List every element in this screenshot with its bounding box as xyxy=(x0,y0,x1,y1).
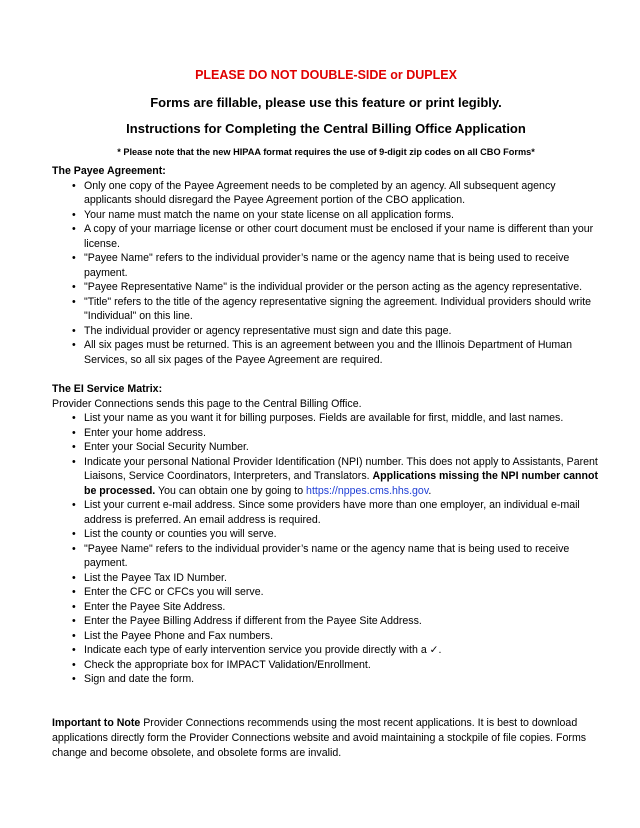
service-matrix-title: The EI Service Matrix: xyxy=(52,383,163,395)
bullet-icon: • xyxy=(72,586,76,598)
list-item: • List the Payee Phone and Fax numbers. xyxy=(72,629,274,642)
list-item: • A copy of your marriage license or other court document must be enclosed if your name is different than your license. xyxy=(72,223,594,250)
bullet-icon: • xyxy=(72,252,76,264)
list-item: • Enter your home address. xyxy=(72,426,206,439)
list-item: • "Payee Name" refers to the individual provider’s name or the agency name that is being used to receive payment. xyxy=(72,542,570,569)
bullet-icon: • xyxy=(72,615,76,627)
bullet-icon: • xyxy=(72,412,76,424)
bullet-icon: • xyxy=(72,223,76,235)
list-item: • Indicate each type of early intervention service you provide directly with a ✓. xyxy=(72,644,442,656)
bullet-icon: • xyxy=(72,426,76,439)
list-item: • "Payee Name" refers to the individual provider’s name or the agency name that is being used to receive payment. xyxy=(72,252,570,279)
bullet-icon: • xyxy=(72,600,76,613)
bullet-icon: • xyxy=(72,295,76,308)
list-item: • List your current e-mail address. Since some providers have more than one employer, an individual e-mail address is preferred. An email address is required. xyxy=(72,499,580,526)
list-item: • The individual provider or agency representative must sign and date this page. xyxy=(72,324,452,337)
list-item: • Sign and date the form. xyxy=(72,673,195,685)
important-note xyxy=(52,716,600,761)
list-item: • Enter the CFC or CFCs you will serve. xyxy=(72,586,264,598)
bullet-icon: • xyxy=(72,179,76,192)
list-item: • "Title" refers to the title of the agency representative signing the agreement. Individual providers should write "Individual" on this line. xyxy=(72,295,592,322)
list-item: • Check the appropriate box for IMPACT Validation/Enrollment. xyxy=(72,658,371,671)
bullet-icon: • xyxy=(72,499,76,511)
duplex-warning: PLEASE DO NOT DOUBLE-SIDE or DUPLEX xyxy=(195,68,457,82)
list-item: • Enter the Payee Billing Address if different from the Payee Site Address. xyxy=(72,615,422,627)
list-item: • All six pages must be returned. This is an agreement between you and the Illinois Department of Human Services, so all six pages of the Payee Agreement are required. xyxy=(72,339,572,366)
list-item: • "Payee Representative Name" is the individual provider or the person acting as the agency representative. xyxy=(72,281,583,293)
list-item: • Enter the Payee Site Address. xyxy=(72,600,226,613)
bullet-icon: • xyxy=(72,339,76,351)
npi-required-warning: Applications missing the NPI number cannot be processed. xyxy=(84,470,598,497)
bullet-icon: • xyxy=(72,455,76,468)
list-item: • List the Payee Tax ID Number. xyxy=(72,571,227,584)
bullet-icon: • xyxy=(72,542,76,555)
bullet-icon: • xyxy=(72,281,76,293)
bullet-icon: • xyxy=(72,658,76,671)
bullet-icon: • xyxy=(72,644,76,656)
list-item: • List your name as you want it for billing purposes. Fields are available for first, middle, and last names. xyxy=(72,412,564,424)
payee-agreement-title: The Payee Agreement: xyxy=(52,165,166,177)
list-item-npi: • Indicate your personal National Provider Identification (NPI) number. This does not apply to Assistants, Parent Liaisons, Service Coordinators, Interpreters, and Translators. Applications missing the NPI number cannot be processed. You can obtain one by going to https://nppes.cms.hhs.gov. xyxy=(72,455,598,497)
bullet-icon: • xyxy=(72,441,76,453)
bullet-icon: • xyxy=(72,571,76,584)
important-label: Important to Note xyxy=(52,716,141,729)
bullet-icon: • xyxy=(72,208,76,221)
hipaa-note: * Please note that the new HIPAA format requires the use of 9-digit zip codes on all CBO Forms* xyxy=(117,147,535,157)
nppes-link[interactable]: https://nppes.cms.hhs.gov xyxy=(306,484,429,497)
bullet-icon: • xyxy=(72,528,76,540)
list-item: • Only one copy of the Payee Agreement needs to be completed by an agency. All subsequent agency applicants should disregard the Payee Agreement portion of the CBO application. xyxy=(72,179,556,206)
fillable-notice: Forms are fillable, please use this feature or print legibly. xyxy=(150,95,502,110)
service-matrix-list xyxy=(52,411,600,687)
bullet-icon: • xyxy=(72,673,76,685)
list-item: • List the county or counties you will serve. xyxy=(72,528,277,540)
list-item: • Enter your Social Security Number. xyxy=(72,441,249,453)
bullet-icon: • xyxy=(72,324,76,337)
list-item: • Your name must match the name on your state license on all application forms. xyxy=(72,208,454,221)
payee-agreement-list xyxy=(52,179,600,368)
important-text: Provider Connections recommends using the most recent applications. It is best to download applications directly form the Provider Connections website and avoid maintaining a stockpile of file copies. Forms change and become obsolete, and obsolete forms are invalid. xyxy=(52,716,587,759)
instructions-title: Instructions for Completing the Central Billing Office Application xyxy=(126,121,526,136)
bullet-icon: • xyxy=(72,629,76,642)
service-matrix-intro: Provider Connections sends this page to the Central Billing Office. xyxy=(52,397,362,410)
